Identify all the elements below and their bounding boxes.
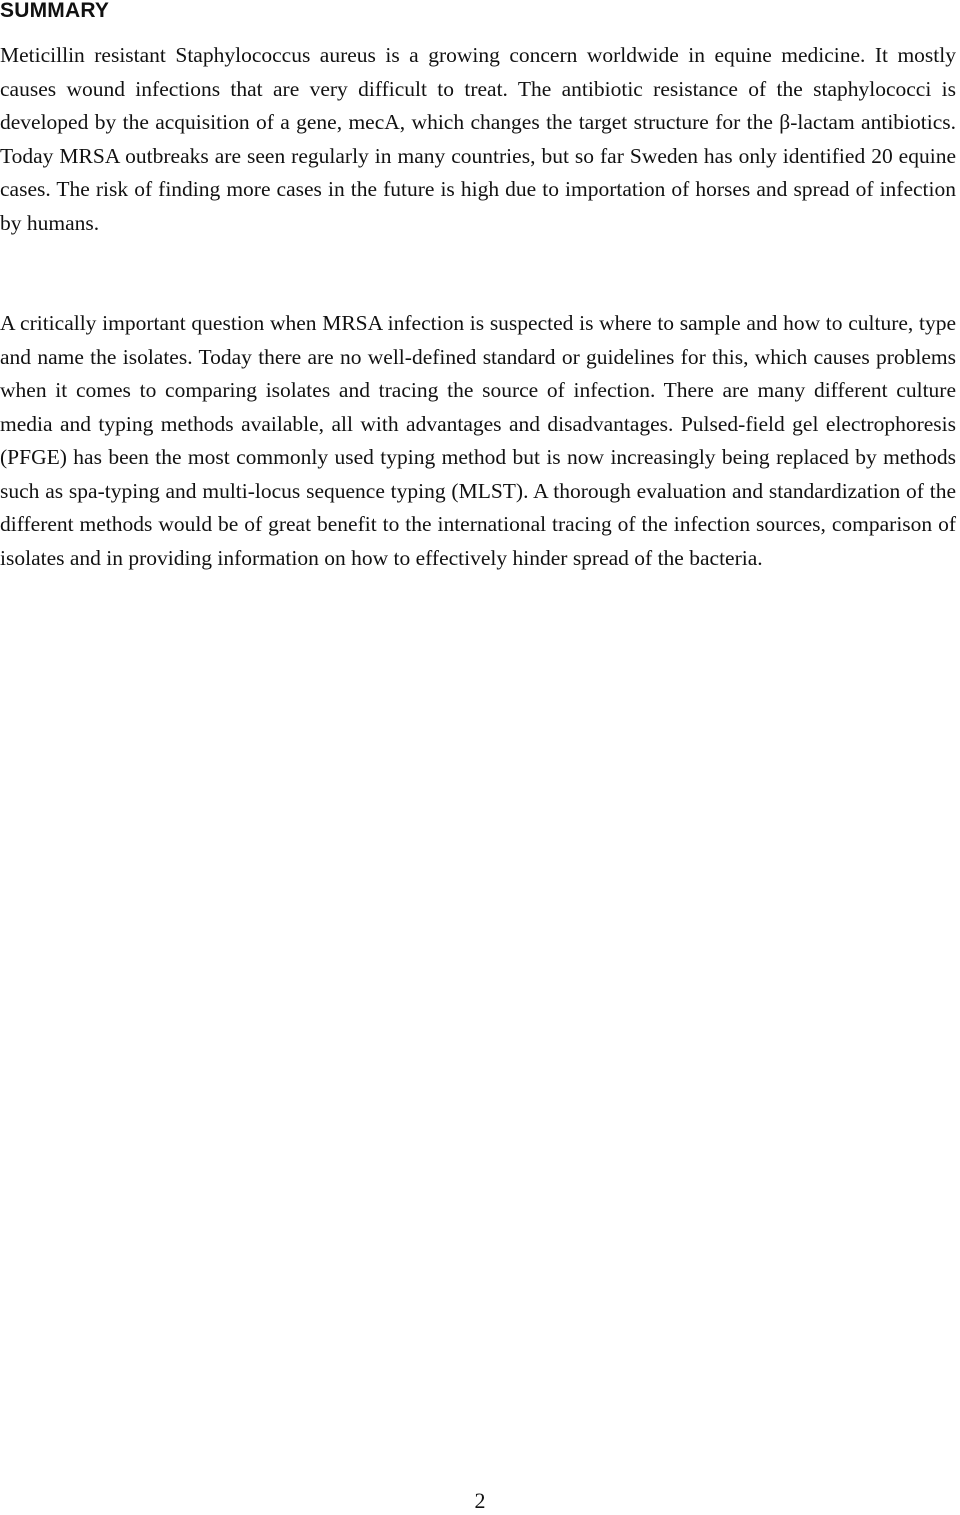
summary-paragraph-2: A critically important question when MRSA infection is suspected is where to sample and how to culture, type and name the isolates. Today there are no well-defined standard or guidelines for this, which causes problems when it comes to comparing isolates and tracing the source of infection. There are many different culture media and typing methods available, all with advantages and disadvantages. Pulsed-field gel electrophoresis (PFGE) has been the most commonly used typing method but is now increasingly being replaced by methods such as spa-typing and multi-locus sequence typing (MLST). A thorough evaluation and standardization of the different methods would be of great benefit to the international tracing of the infection sources, comparison of isolates and in providing information on how to effectively hinder spread of the bacteria. [0,311,956,570]
page-number: 2 [474,1488,486,1513]
summary-paragraph-1: Meticillin resistant Staphylococcus aureus is a growing concern worldwide in equine medicine. It mostly causes wound infections that are very difficult to treat. The antibiotic resistance of the staphylococci is developed by the acquisition of a gene, mecA, which changes the target structure for the β-lactam antibiotics. Today MRSA outbreaks are seen regularly in many countries, but so far Sweden has only identified 20 equine cases. The risk of finding more cases in the future is high due to importation of horses and spread of infection by humans. [0,43,956,235]
section-heading: SUMMARY [0,0,110,22]
